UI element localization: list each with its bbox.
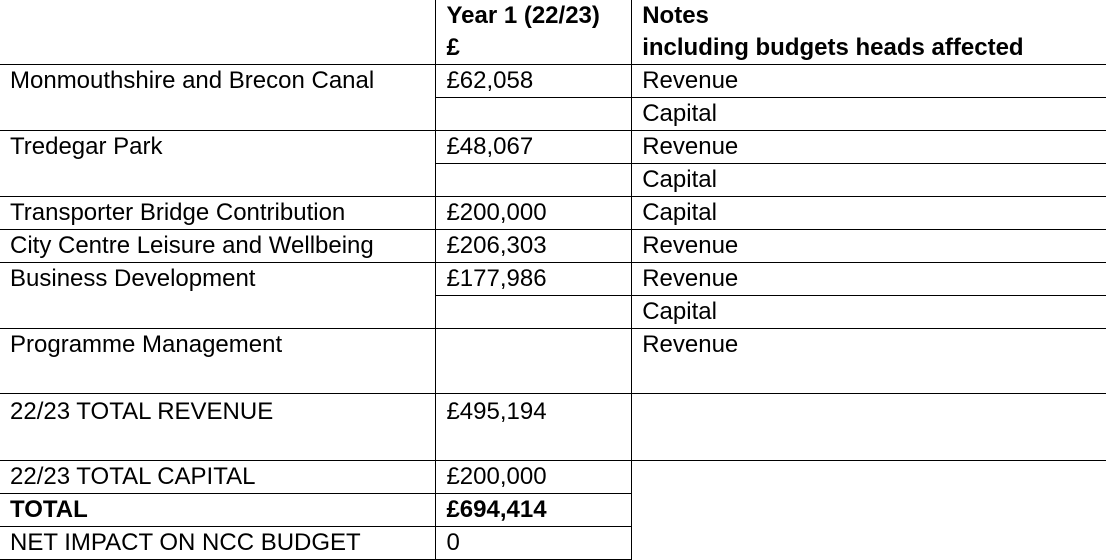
item-cell: Transporter Bridge Contribution xyxy=(0,197,436,230)
amount-cell: £694,414 xyxy=(436,494,632,527)
table-row xyxy=(0,263,1106,296)
notes-cell: Revenue xyxy=(632,263,1106,296)
table-row xyxy=(0,230,1106,263)
notes-cell: Capital xyxy=(632,197,1106,230)
amount-cell: 0 xyxy=(436,527,632,560)
table-row xyxy=(0,197,1106,230)
item-cell: TOTAL xyxy=(0,494,436,527)
notes-cell xyxy=(632,461,1106,560)
item-cell: City Centre Leisure and Wellbeing xyxy=(0,230,436,263)
item-cell: Programme Management xyxy=(0,329,436,394)
table-header-row xyxy=(0,0,1106,65)
header-notes-cell: Notes including budgets heads affected xyxy=(632,0,1106,65)
table-row xyxy=(0,329,1106,394)
item-cell: Monmouthshire and Brecon Canal xyxy=(0,65,436,131)
table-row xyxy=(0,65,1106,98)
item-cell: 22/23 TOTAL CAPITAL xyxy=(0,461,436,494)
amount-cell: £200,000 xyxy=(436,197,632,230)
amount-cell xyxy=(436,164,632,197)
table-row xyxy=(0,131,1106,164)
amount-cell xyxy=(436,98,632,131)
amount-cell: £48,067 xyxy=(436,131,632,164)
notes-cell: Revenue xyxy=(632,131,1106,164)
notes-cell: Capital xyxy=(632,98,1106,131)
notes-cell: Capital xyxy=(632,296,1106,329)
amount-cell: £62,058 xyxy=(436,65,632,98)
notes-cell: Revenue xyxy=(632,65,1106,98)
item-cell: NET IMPACT ON NCC BUDGET xyxy=(0,527,436,560)
notes-cell: Capital xyxy=(632,164,1106,197)
amount-cell xyxy=(436,329,632,394)
amount-cell: £200,000 xyxy=(436,461,632,494)
header-year-cell: Year 1 (22/23) £ xyxy=(436,0,632,65)
notes-cell: Revenue xyxy=(632,230,1106,263)
amount-cell: £206,303 xyxy=(436,230,632,263)
notes-cell xyxy=(632,394,1106,461)
notes-cell: Revenue xyxy=(632,329,1106,394)
table-row xyxy=(0,394,1106,461)
header-item-cell xyxy=(0,0,436,65)
amount-cell: £495,194 xyxy=(436,394,632,461)
item-cell: 22/23 TOTAL REVENUE xyxy=(0,394,436,461)
amount-cell xyxy=(436,296,632,329)
item-cell: Business Development xyxy=(0,263,436,329)
amount-cell: £177,986 xyxy=(436,263,632,296)
table-row xyxy=(0,461,1106,494)
item-cell: Tredegar Park xyxy=(0,131,436,197)
